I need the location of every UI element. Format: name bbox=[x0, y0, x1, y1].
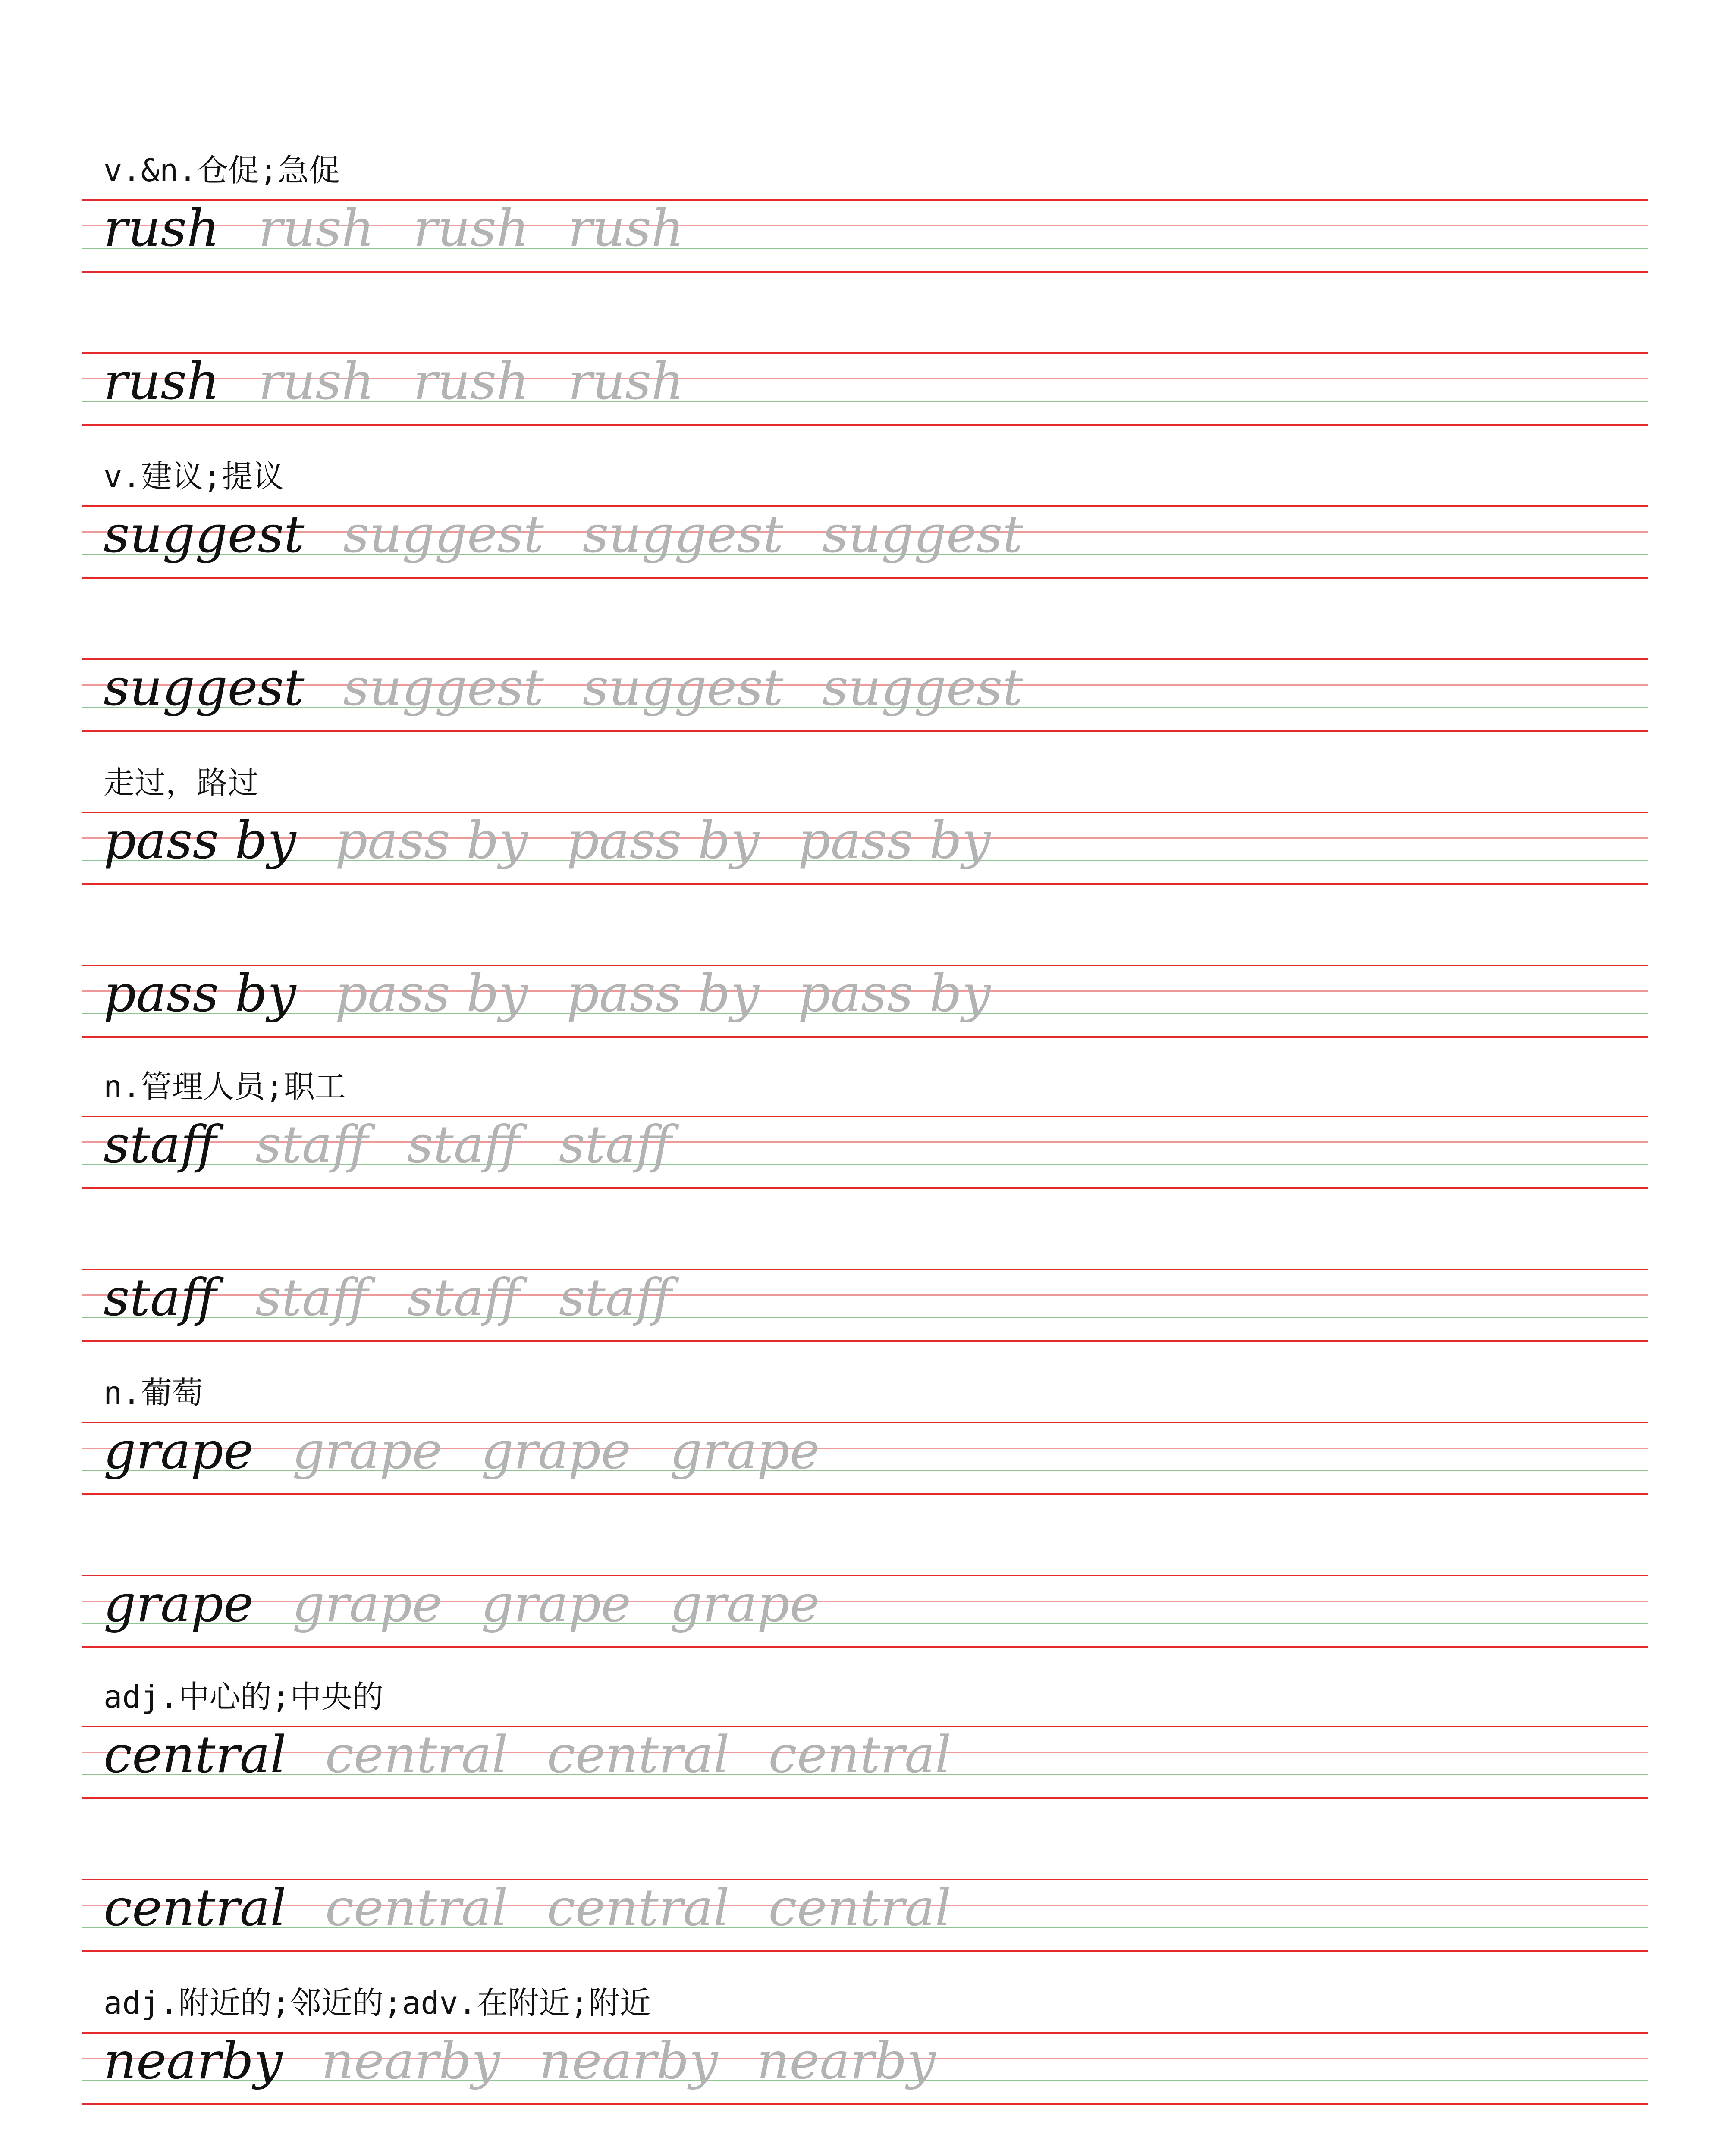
bottom-line bbox=[82, 883, 1648, 885]
word-trace: staff bbox=[559, 1268, 672, 1327]
bottom-line bbox=[82, 1187, 1648, 1189]
practice-row bbox=[82, 199, 1648, 273]
word-trace: rush bbox=[413, 198, 529, 258]
word-trace: rush bbox=[258, 198, 374, 258]
practice-row bbox=[82, 1269, 1648, 1342]
practice-row bbox=[82, 1726, 1648, 1799]
word-trace: suggest bbox=[343, 658, 544, 717]
word-trace: pass by bbox=[798, 811, 991, 870]
bottom-line bbox=[82, 271, 1648, 273]
word-trace: grape bbox=[481, 1421, 631, 1480]
word-model: pass by bbox=[104, 964, 296, 1023]
word-trace: suggest bbox=[343, 505, 544, 564]
word-trace: nearby bbox=[757, 2031, 936, 2090]
bottom-line bbox=[82, 1950, 1648, 1952]
word-trace: nearby bbox=[321, 2031, 500, 2090]
practice-row bbox=[82, 1575, 1648, 1648]
word-trace: pass by bbox=[566, 811, 760, 870]
word-model: suggest bbox=[104, 658, 305, 717]
bottom-line bbox=[82, 1797, 1648, 1799]
word-model: staff bbox=[104, 1115, 217, 1174]
bottom-line bbox=[82, 424, 1648, 426]
word-group bbox=[104, 2028, 974, 2093]
word-trace: suggest bbox=[582, 658, 784, 717]
vocab-entry bbox=[0, 1371, 1727, 1677]
word-meaning: adj.附近的;邻近的;adv.在附近;附近 bbox=[104, 1985, 651, 2021]
word-model: rush bbox=[104, 351, 220, 411]
word-group bbox=[104, 1265, 711, 1330]
word-trace: grape bbox=[670, 1574, 820, 1633]
word-group bbox=[104, 655, 1062, 720]
vocab-entry bbox=[0, 149, 1727, 455]
word-model: grape bbox=[104, 1421, 254, 1480]
practice-row bbox=[82, 658, 1648, 732]
word-trace: central bbox=[546, 1725, 730, 1784]
word-meaning: v.建议;提议 bbox=[104, 458, 284, 495]
bottom-line bbox=[82, 1493, 1648, 1495]
word-trace: rush bbox=[568, 198, 684, 258]
word-trace: suggest bbox=[822, 658, 1023, 717]
word-trace: central bbox=[768, 1878, 951, 1937]
word-group bbox=[104, 1722, 990, 1787]
practice-row bbox=[82, 965, 1648, 1038]
word-trace: staff bbox=[255, 1115, 368, 1174]
word-model: rush bbox=[104, 198, 220, 258]
word-trace: pass by bbox=[798, 964, 991, 1023]
word-trace: staff bbox=[407, 1115, 520, 1174]
word-trace: central bbox=[546, 1878, 730, 1937]
bottom-line bbox=[82, 2103, 1648, 2105]
word-trace: grape bbox=[481, 1574, 631, 1633]
word-trace: pass by bbox=[335, 811, 528, 870]
word-trace: grape bbox=[670, 1421, 820, 1480]
word-group bbox=[104, 1418, 859, 1483]
word-trace: pass by bbox=[566, 964, 760, 1023]
word-model: nearby bbox=[104, 2031, 283, 2090]
word-model: suggest bbox=[104, 505, 305, 564]
word-group bbox=[104, 1875, 990, 1940]
word-trace: grape bbox=[292, 1574, 443, 1633]
word-trace: suggest bbox=[582, 505, 784, 564]
word-trace: staff bbox=[255, 1268, 368, 1327]
vocab-entry bbox=[0, 1065, 1727, 1371]
word-trace: central bbox=[325, 1725, 508, 1784]
word-trace: staff bbox=[407, 1268, 520, 1327]
word-trace: rush bbox=[413, 351, 529, 411]
vocab-entry bbox=[0, 1981, 1727, 2156]
word-model: central bbox=[104, 1725, 286, 1784]
practice-row bbox=[82, 1116, 1648, 1189]
word-meaning: n.管理人员;职工 bbox=[104, 1069, 346, 1105]
word-group bbox=[104, 1571, 859, 1636]
bottom-line bbox=[82, 1646, 1648, 1648]
bottom-line bbox=[82, 1340, 1648, 1342]
word-trace: suggest bbox=[822, 505, 1023, 564]
word-meaning: 走过，路过 bbox=[104, 765, 259, 801]
practice-row bbox=[82, 1422, 1648, 1495]
practice-row bbox=[82, 352, 1648, 426]
word-trace: nearby bbox=[539, 2031, 718, 2090]
word-group bbox=[104, 808, 1030, 873]
bottom-line bbox=[82, 577, 1648, 579]
word-trace: staff bbox=[559, 1115, 672, 1174]
vocab-entry bbox=[0, 1675, 1727, 1981]
word-group bbox=[104, 1112, 711, 1177]
word-meaning: v.&n.仓促;急促 bbox=[104, 152, 340, 188]
practice-row bbox=[82, 505, 1648, 579]
practice-row bbox=[82, 812, 1648, 885]
bottom-line bbox=[82, 730, 1648, 732]
bottom-line bbox=[82, 1036, 1648, 1038]
word-meaning: n.葡萄 bbox=[104, 1375, 203, 1411]
word-group bbox=[104, 196, 723, 260]
word-group bbox=[104, 502, 1062, 567]
practice-row bbox=[82, 1879, 1648, 1952]
word-group bbox=[104, 961, 1030, 1026]
word-trace: rush bbox=[568, 351, 684, 411]
word-model: staff bbox=[104, 1268, 217, 1327]
word-model: central bbox=[104, 1878, 286, 1937]
practice-row bbox=[82, 2032, 1648, 2105]
word-trace: pass by bbox=[335, 964, 528, 1023]
word-model: pass by bbox=[104, 811, 296, 870]
word-trace: grape bbox=[292, 1421, 443, 1480]
word-model: grape bbox=[104, 1574, 254, 1633]
word-trace: central bbox=[325, 1878, 508, 1937]
word-meaning: adj.中心的;中央的 bbox=[104, 1679, 383, 1715]
word-trace: central bbox=[768, 1725, 951, 1784]
word-group bbox=[104, 349, 723, 414]
vocab-entry bbox=[0, 455, 1727, 761]
vocab-entry bbox=[0, 761, 1727, 1067]
word-trace: rush bbox=[258, 351, 374, 411]
